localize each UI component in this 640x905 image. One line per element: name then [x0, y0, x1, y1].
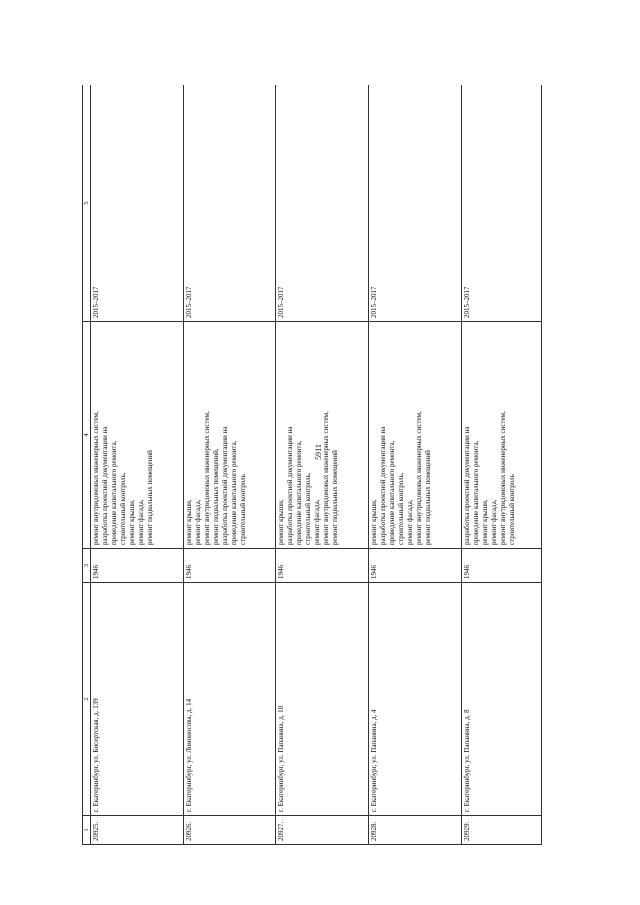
row-period: 2015–2017 — [276, 85, 369, 322]
work-item: ремонт подвальных помещений — [331, 450, 340, 545]
table-row — [91, 85, 184, 845]
work-item: строительный контроль, — [397, 472, 406, 545]
work-item: проведение капитального ремонта, — [295, 440, 304, 545]
work-item: строительный контроль, — [119, 472, 127, 545]
work-item: ремонт фасада, — [137, 499, 145, 545]
work-item: ремонт крыши, — [128, 499, 136, 545]
work-item: разработка проектной документации на — [379, 426, 388, 545]
work-item: ремонт крыши, — [184, 499, 193, 545]
work-item: ремонт крыши, — [277, 499, 286, 545]
row-period: 2015–2017 — [183, 85, 276, 322]
row-number: 20928. — [369, 816, 462, 845]
work-item: проведение капитального ремонта, — [471, 440, 480, 545]
work-item: разработка проектной документации на — [101, 426, 109, 545]
row-works — [183, 322, 276, 549]
row-works — [276, 322, 369, 549]
row-period: 2015–2017 — [461, 85, 541, 322]
work-item: строительный контроль — [238, 474, 247, 545]
header-row — [83, 85, 91, 845]
work-item: проведение капитального ремонта, — [110, 440, 118, 545]
work-item: ремонт подвальных помещений — [424, 450, 433, 545]
row-address: г. Екатеринбург, ул. Папанина, д. 8 — [461, 583, 541, 816]
row-works — [461, 322, 541, 549]
column-header-3: 3 — [83, 549, 91, 583]
work-item: ремонт внутридомовых инженерных систем, — [322, 411, 331, 545]
work-item: ремонт внутридомовых инженерных систем, — [92, 411, 100, 545]
row-address: г. Екатеринбург, ул. Бисертская, д. 139 — [91, 583, 184, 816]
work-item: ремонт крыши, — [480, 499, 489, 545]
work-item: ремонт подвальных помещений — [146, 450, 154, 545]
work-item: ремонт внутридомовых инженерных систем, — [498, 411, 507, 545]
row-period: 2015–2017 — [91, 85, 184, 322]
work-item: разработка проектной документации на — [220, 426, 229, 545]
row-works — [369, 322, 462, 549]
work-item: ремонт фасада, — [313, 499, 322, 545]
work-item: ремонт внутридомовых инженерных систем, — [202, 411, 211, 545]
page-number: 5911 — [314, 444, 323, 460]
work-item: строительный контроль, — [304, 472, 313, 545]
rotated-table-area — [82, 85, 542, 845]
column-header-2: 2 — [83, 583, 91, 816]
column-header-5: 5 — [83, 85, 91, 322]
row-number: 20927. — [276, 816, 369, 845]
row-year: 1946 — [369, 549, 462, 583]
row-year: 1946 — [461, 549, 541, 583]
work-item: ремонт подвальных помещений, — [211, 448, 220, 545]
work-item: ремонт внутридомовых инженерных систем, — [415, 411, 424, 545]
row-period: 2015–2017 — [369, 85, 462, 322]
row-number: 20926. — [183, 816, 276, 845]
row-address: г. Екатеринбург, ул. Папанина, д. 10 — [276, 583, 369, 816]
table-row — [461, 85, 541, 845]
table-row — [369, 85, 462, 845]
row-works — [91, 322, 184, 549]
column-header-1: 1 — [83, 816, 91, 845]
row-address: г. Екатеринбург, ул. Ломоносова, д. 14 — [183, 583, 276, 816]
work-item: ремонт фасада, — [489, 499, 498, 545]
column-header-4: 4 — [83, 322, 91, 549]
row-year: 1946 — [91, 549, 184, 583]
table-row — [183, 85, 276, 845]
work-item: ремонт фасада, — [193, 499, 202, 545]
work-item: ремонт крыши, — [370, 499, 379, 545]
work-item: ремонт фасада, — [406, 499, 415, 545]
row-number: 20925. — [91, 816, 184, 845]
table-row — [276, 85, 369, 845]
row-year: 1946 — [276, 549, 369, 583]
work-item: проведение капитального ремонта, — [229, 440, 238, 545]
work-item: разработка проектной документации на — [462, 426, 471, 545]
row-year: 1946 — [183, 549, 276, 583]
repair-schedule-table — [82, 85, 542, 845]
work-item: разработка проектной документации на — [286, 426, 295, 545]
work-item: проведение капитального ремонта, — [388, 440, 397, 545]
table-wrapper — [82, 85, 542, 845]
row-number: 20929. — [461, 816, 541, 845]
work-item: строительный контроль — [507, 474, 516, 545]
row-address: г. Екатеринбург, ул. Папанина, д. 4 — [369, 583, 462, 816]
